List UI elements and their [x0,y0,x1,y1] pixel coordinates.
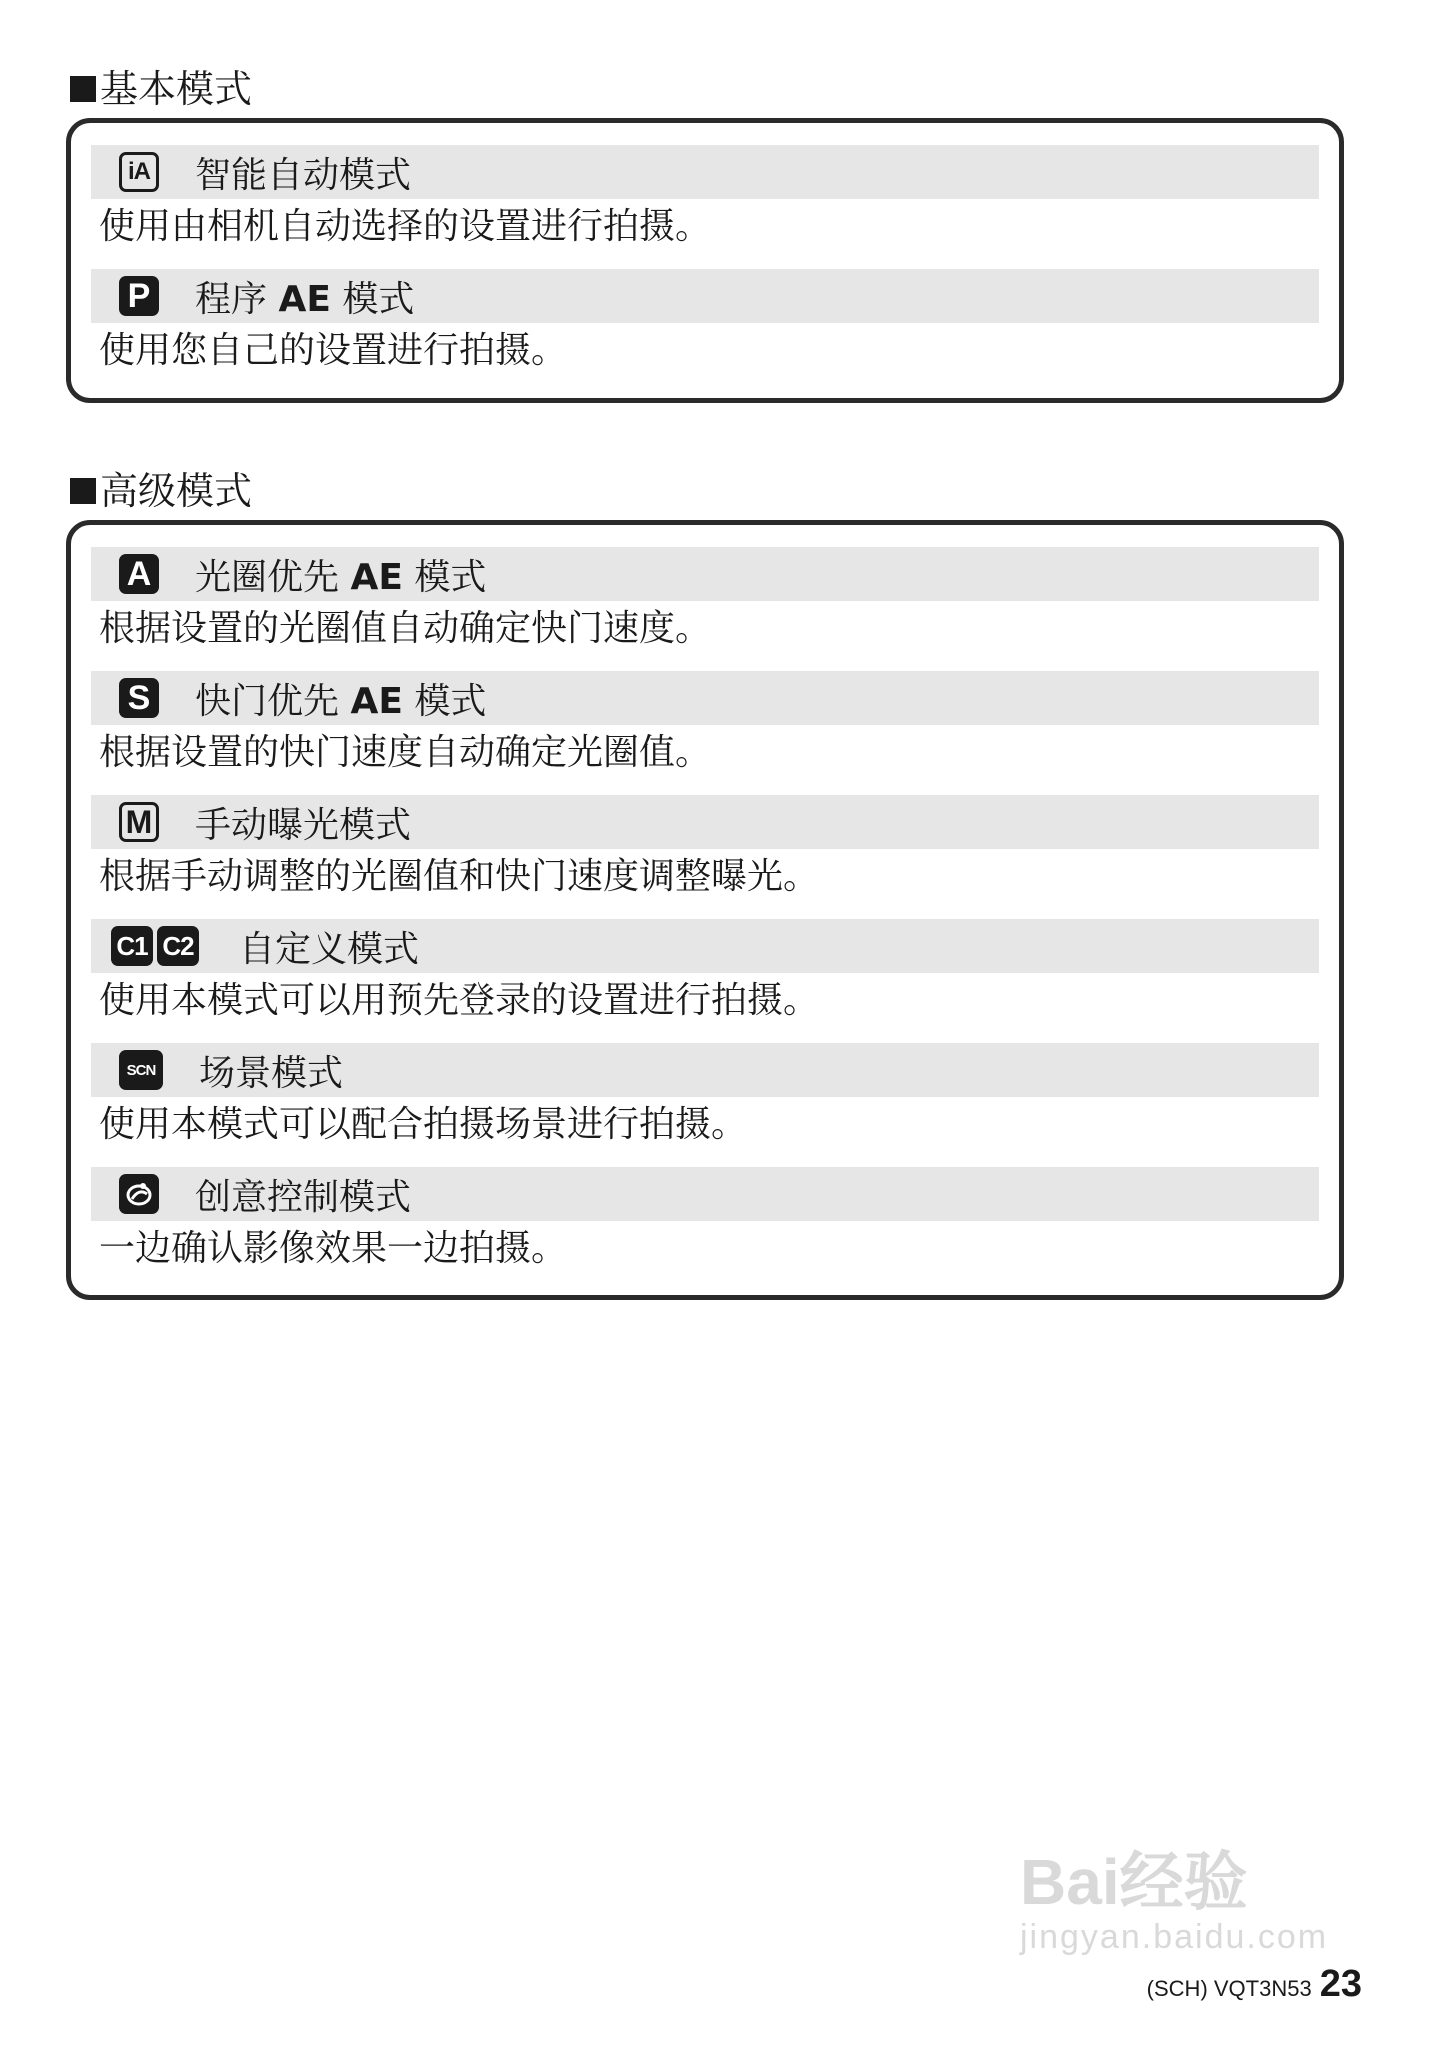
page-footer [1147,1963,1362,2006]
intelligent-auto-icon-label: iA [119,152,159,192]
scene-mode-icon-label: SCN [119,1050,163,1090]
mode-manual-exposure [91,795,1319,905]
intelligent-auto-icon [119,152,159,192]
mode-title [195,549,486,600]
basic-modes-box [66,118,1344,403]
mode-description: 使用本模式可以用预先登录的设置进行拍摄。 [99,980,820,1021]
mode-description: 使用您自己的设置进行拍摄。 [99,330,568,371]
mode-description: 使用由相机自动选择的设置进行拍摄。 [99,206,712,247]
creative-control-icon [119,1174,159,1214]
mode-aperture-priority [91,547,1319,657]
advanced-modes-heading [70,466,252,516]
shutter-priority-icon-label: S [119,678,159,718]
custom-mode-icon [111,926,203,966]
mode-header [91,795,1319,849]
scene-mode-icon [119,1050,163,1090]
mode-title: 自定义模式 [239,928,420,970]
mode-header [91,145,1319,199]
program-ae-icon [119,276,159,316]
custom-1-icon: C1 [111,926,153,966]
mode-header [91,1043,1319,1097]
mode-header [91,919,1319,973]
square-bullet-icon [70,478,96,504]
palette-icon [123,1178,155,1210]
mode-creative-control [91,1167,1319,1277]
mode-title: 手动曝光模式 [195,804,412,846]
mode-header [91,547,1319,601]
page-number: 23 [1319,1963,1362,2005]
baidu-jingyan-watermark [1020,1846,1329,1956]
manual-exposure-icon [119,802,159,842]
aperture-priority-icon-label: A [119,554,159,594]
mode-header [91,1167,1319,1221]
mode-title-ae: AE [350,556,403,598]
creative-control-icon-shape [119,1174,159,1214]
program-ae-icon-label: P [119,276,159,316]
document-code: (SCH) VQT3N53 [1146,1976,1312,2001]
basic-modes-title: 基本模式 [100,67,253,111]
mode-description: 根据设置的光圈值自动确定快门速度。 [99,608,712,649]
mode-title-part: 模式 [402,680,487,722]
mode-title-part: 模式 [330,278,415,320]
mode-title [195,271,414,322]
watermark-brand: Bai经验 [1020,1846,1248,1918]
mode-title: 创意控制模式 [195,1176,412,1218]
mode-description: 根据设置的快门速度自动确定光圈值。 [99,732,712,773]
mode-custom [91,919,1319,1029]
mode-description: 一边确认影像效果一边拍摄。 [99,1228,568,1269]
advanced-modes-title: 高级模式 [100,469,253,513]
mode-title-part: 程序 [195,278,279,320]
mode-title-part: 光圈优先 [195,556,351,598]
mode-title-ae: AE [278,278,331,320]
basic-modes-heading [70,64,252,114]
mode-header [91,671,1319,725]
mode-title-part: 快门优先 [195,680,351,722]
mode-shutter-priority [91,671,1319,781]
mode-title [195,673,486,724]
advanced-modes-box [66,520,1344,1300]
custom-2-icon: C2 [157,926,199,966]
mode-intelligent-auto [91,145,1319,255]
watermark-url: jingyan.baidu.com [1020,1918,1329,1956]
mode-title: 场景模式 [199,1052,344,1094]
mode-program-ae [91,269,1319,379]
mode-title-part: 模式 [402,556,487,598]
mode-scene [91,1043,1319,1153]
aperture-priority-icon [119,554,159,594]
square-bullet-icon [70,76,96,102]
manual-exposure-icon-label: M [119,802,159,842]
mode-header [91,269,1319,323]
shutter-priority-icon [119,678,159,718]
mode-title: 智能自动模式 [195,154,412,196]
mode-title-ae: AE [350,680,403,722]
mode-description: 使用本模式可以配合拍摄场景进行拍摄。 [99,1104,748,1145]
mode-description: 根据手动调整的光圈值和快门速度调整曝光。 [99,856,820,897]
